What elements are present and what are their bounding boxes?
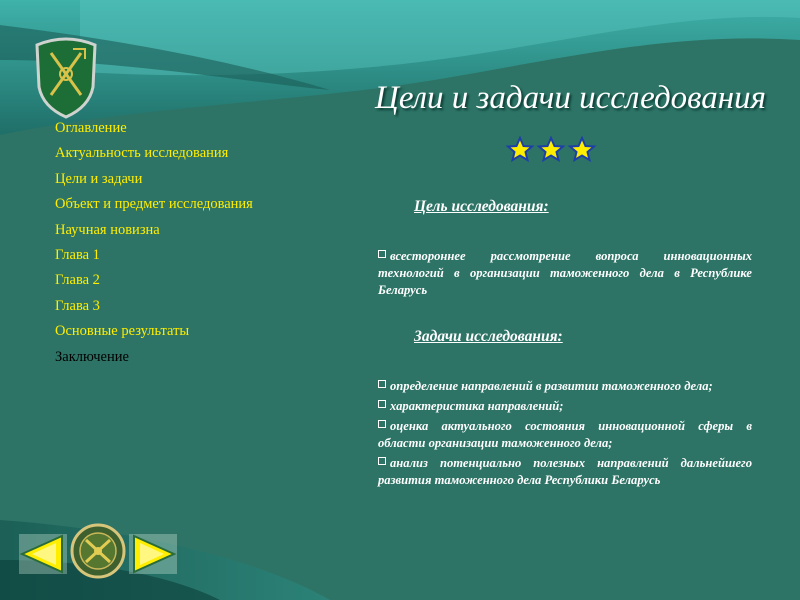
list-item: анализ потенциально полезных направлений дальнейшего развития таможенного дела Республики Беларусь xyxy=(378,456,752,487)
list-item: оценка актуального состояния инновационной сферы в области организации таможенного дела; xyxy=(378,419,752,450)
goal-heading: Цель исследования: xyxy=(414,198,549,215)
customs-emblem-icon xyxy=(72,525,124,577)
tasks-heading: Задачи исследования: xyxy=(414,328,563,345)
checkbox-bullet-icon xyxy=(378,420,386,428)
sidebar-item-chapter-2[interactable]: Глава 2 xyxy=(55,272,100,289)
content-panel xyxy=(378,198,752,492)
checkbox-bullet-icon xyxy=(378,457,386,465)
next-slide-button[interactable] xyxy=(128,533,178,575)
three-stars-icon xyxy=(505,136,597,162)
checkbox-bullet-icon xyxy=(378,250,386,258)
sidebar-item-results[interactable]: Основные результаты xyxy=(55,323,190,340)
list-item: характеристика направлений; xyxy=(378,398,752,415)
checkbox-bullet-icon xyxy=(378,400,386,408)
sidebar-item-conclusion[interactable]: Заключение xyxy=(55,348,129,365)
arrow-right-icon xyxy=(129,534,177,574)
sidebar-item-relevance[interactable]: Актуальность исследования xyxy=(55,145,229,162)
arrow-left-icon xyxy=(19,534,67,574)
list-item: определение направлений в развитии таможенного дела; xyxy=(378,378,752,395)
customs-shield-logo xyxy=(33,35,99,119)
sidebar-item-novelty[interactable]: Научная новизна xyxy=(55,221,160,238)
sidebar-item-contents[interactable]: Оглавление xyxy=(55,120,127,136)
star-icon xyxy=(539,138,563,160)
checkbox-bullet-icon xyxy=(378,380,386,388)
sidebar-item-goals[interactable]: Цели и задачи xyxy=(55,170,143,187)
list-item: всестороннее рассмотрение вопроса инновационных технологий в организации таможенного дела в Республике Беларусь xyxy=(378,249,752,297)
star-icon xyxy=(508,138,532,160)
sidebar-navigation xyxy=(55,117,253,371)
sidebar-item-object[interactable]: Объект и предмет исследования xyxy=(55,196,253,213)
sidebar-item-chapter-1[interactable]: Глава 1 xyxy=(55,246,100,263)
sidebar-item-chapter-3[interactable]: Глава 3 xyxy=(55,297,100,314)
goal-list xyxy=(378,248,752,299)
prev-slide-button[interactable] xyxy=(18,533,68,575)
page-title: Цели и задачи исследования xyxy=(374,80,766,116)
tasks-list xyxy=(378,378,752,489)
star-icon xyxy=(570,138,594,160)
home-button[interactable] xyxy=(70,522,126,580)
